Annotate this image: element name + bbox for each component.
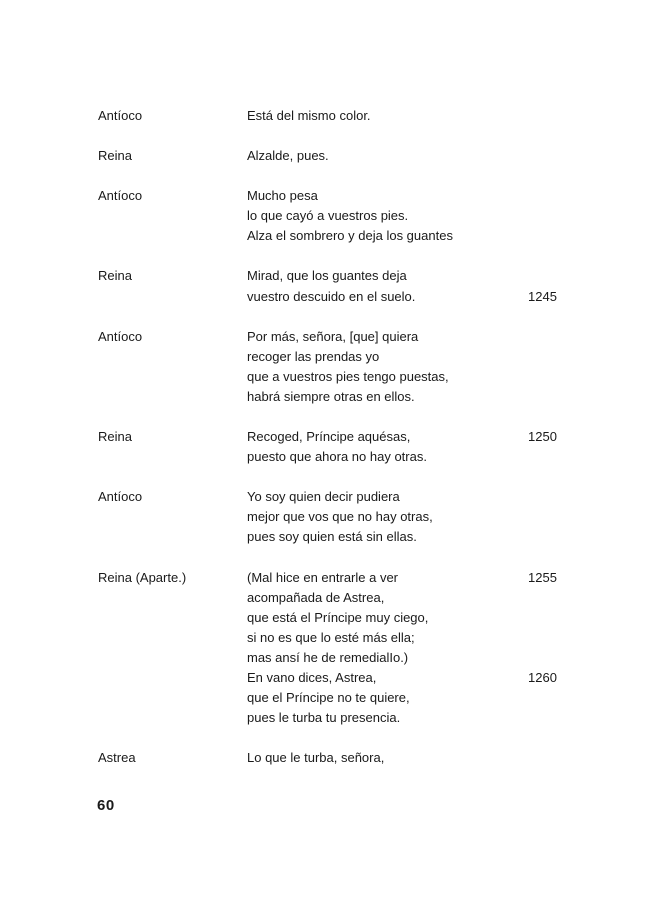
verse-text: mas ansí he de remedialIo.) bbox=[247, 649, 409, 665]
verse-lines bbox=[247, 266, 568, 306]
verse-line bbox=[247, 668, 568, 688]
verse-text: Lo que le turba, señora, bbox=[247, 750, 385, 766]
verse-lines bbox=[247, 146, 568, 166]
verse-text: Está del mismo color. bbox=[247, 108, 371, 123]
page-number: 60 bbox=[97, 797, 115, 814]
verse-text: si no es que lo esté más ella; bbox=[247, 629, 415, 645]
verse-text: acompañada de Astrea, bbox=[247, 589, 385, 605]
verse-lines bbox=[247, 568, 568, 729]
verse-text: Yo soy quien decir pudiera bbox=[247, 489, 400, 505]
verse-text: recoger las prendas yo bbox=[247, 348, 380, 364]
dialogue-block bbox=[98, 748, 568, 768]
verse-lines bbox=[247, 186, 568, 246]
line-number: 1250 bbox=[528, 429, 557, 445]
dialogue-block bbox=[98, 487, 568, 547]
dialogue-block bbox=[98, 106, 568, 126]
verse-text: puesto que ahora no hay otras. bbox=[247, 449, 427, 465]
speaker-name: Antíoco bbox=[98, 108, 143, 123]
dialogue-block bbox=[98, 266, 568, 306]
verse-text: que está el Príncipe muy ciego, bbox=[247, 609, 429, 625]
verse-text: Recoged, Príncipe aquésas, bbox=[247, 429, 411, 445]
verse-line bbox=[247, 527, 568, 547]
verse-line bbox=[247, 266, 568, 286]
verse-line bbox=[247, 427, 568, 447]
verse-line bbox=[247, 628, 568, 648]
verse-line bbox=[247, 347, 568, 367]
verse-line bbox=[247, 287, 568, 307]
verse-line bbox=[247, 487, 568, 507]
verse-text: Alzalde, pues. bbox=[247, 148, 329, 164]
verse-text: pues le turba tu presencia. bbox=[247, 710, 401, 726]
verse-text: mejor que vos que no hay otras, bbox=[247, 509, 433, 525]
verse-lines bbox=[247, 748, 568, 768]
verse-text: En vano dices, Astrea, bbox=[247, 669, 377, 685]
verse-text: Alza el sombrero y deja los guantes bbox=[247, 228, 453, 244]
verse-text: que el Príncipe no te quiere, bbox=[247, 690, 410, 706]
verse-line bbox=[247, 588, 568, 608]
dialogue-block bbox=[98, 427, 568, 467]
verse-text: Por más, señora, [que] quiera bbox=[247, 328, 419, 344]
verse-line bbox=[247, 327, 568, 347]
speaker-name: Antíoco bbox=[98, 489, 143, 505]
speaker-name: Antíoco bbox=[98, 188, 143, 204]
line-number: 1245 bbox=[528, 288, 557, 304]
verse-line bbox=[247, 226, 568, 246]
verse-text: habrá siempre otras en ellos. bbox=[247, 388, 415, 404]
verse-text: Mirad, que los guantes deja bbox=[247, 268, 407, 284]
verse-line bbox=[247, 688, 568, 708]
dialogue-block bbox=[98, 327, 568, 407]
verse-text: lo que cayó a vuestros pies. bbox=[247, 208, 409, 224]
verse-line bbox=[247, 206, 568, 226]
dialogue-block bbox=[98, 568, 568, 729]
verse-line bbox=[247, 648, 568, 668]
speaker-name: Reina bbox=[98, 268, 132, 284]
verse-line bbox=[247, 507, 568, 527]
verse-text: que a vuestros pies tengo puestas, bbox=[247, 368, 449, 384]
speaker-name: Reina bbox=[98, 148, 132, 164]
play-script bbox=[98, 106, 568, 788]
speaker-name: Reina bbox=[98, 429, 132, 445]
dialogue-block bbox=[98, 186, 568, 246]
verse-line bbox=[247, 146, 568, 166]
verse-line bbox=[247, 608, 568, 628]
verse-line bbox=[247, 186, 568, 206]
verse-text: vuestro descuido en el suelo. bbox=[247, 288, 416, 304]
verse-line bbox=[247, 106, 568, 126]
verse-text: Mucho pesa bbox=[247, 188, 318, 204]
verse-lines bbox=[247, 106, 568, 126]
verse-line bbox=[247, 367, 568, 387]
verse-line bbox=[247, 708, 568, 728]
speaker-name: Astrea bbox=[98, 750, 136, 766]
speaker-name: Reina (Aparte.) bbox=[98, 569, 187, 585]
line-number: 1255 bbox=[528, 569, 557, 585]
speaker-name: Antíoco bbox=[98, 328, 143, 344]
verse-line bbox=[247, 387, 568, 407]
verse-line bbox=[247, 568, 568, 588]
dialogue-block bbox=[98, 146, 568, 166]
line-number: 1260 bbox=[528, 669, 557, 685]
verse-text: pues soy quien está sin ellas. bbox=[247, 529, 417, 545]
verse-lines bbox=[247, 427, 568, 467]
verse-lines bbox=[247, 327, 568, 407]
verse-line bbox=[247, 748, 568, 768]
verse-lines bbox=[247, 487, 568, 547]
verse-line bbox=[247, 447, 568, 467]
verse-text: (Mal hice en entrarle a ver bbox=[247, 569, 399, 585]
